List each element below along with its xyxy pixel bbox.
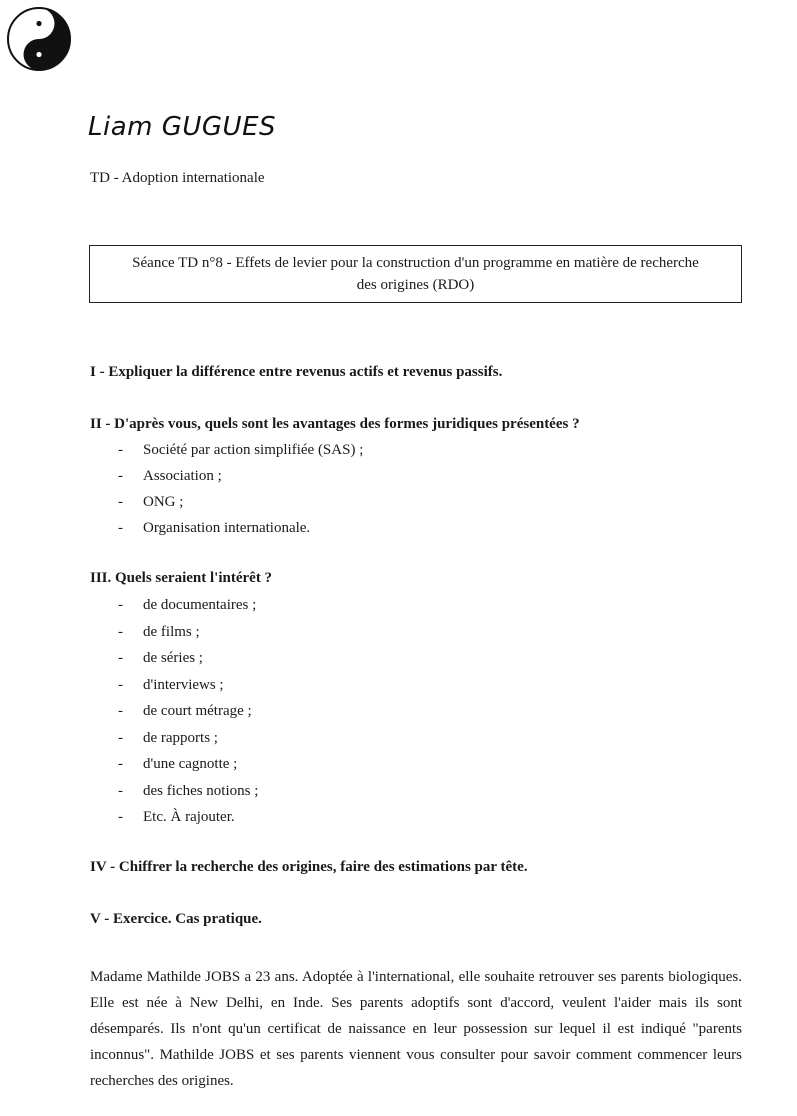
list-item: - des fiches notions ; [118, 783, 258, 810]
yin-yang-icon [4, 4, 74, 74]
list-item: - ONG ; [118, 494, 363, 520]
author-name: Liam GUGUES [88, 112, 277, 142]
list-item: - Association ; [118, 468, 363, 494]
list-bullet: - [118, 650, 123, 666]
session-title-line-1: Séance TD n°8 - Effets de levier pour la construction d'un programme en matière de recherche [132, 255, 699, 271]
session-title-line-2: des origines (RDO) [356, 277, 475, 293]
section-2-heading: II - D'après vous, quels sont les avantages des formes juridiques présentées ? [90, 416, 580, 432]
list-bullet: - [118, 703, 123, 719]
list-bullet: - [118, 597, 123, 613]
section-2-list [118, 442, 363, 546]
list-bullet: - [118, 468, 123, 484]
list-item: - de séries ; [118, 650, 258, 677]
list-bullet: - [118, 729, 123, 746]
list-bullet: - [118, 676, 123, 693]
session-title-box [89, 245, 742, 303]
section-1-heading: I - Expliquer la différence entre revenus actifs et revenus passifs. [90, 364, 503, 380]
list-item: - d'une cagnotte ; [118, 756, 258, 783]
list-bullet: - [118, 809, 123, 825]
list-item: - d'interviews ; [118, 677, 258, 704]
list-bullet: - [118, 520, 123, 536]
list-item: - de rapports ; [118, 730, 258, 757]
section-5-heading: V - Exercice. Cas pratique. [90, 911, 262, 927]
list-item: - de documentaires ; [118, 597, 258, 624]
list-item: - de films ; [118, 624, 258, 651]
list-item: - de court métrage ; [118, 703, 258, 730]
case-study-paragraph: Madame Mathilde JOBS a 23 ans. Adoptée à l'international, elle souhaite retrouver ses parents biologiques. Elle est née à New Delhi, en Inde. Ses parents adoptifs sont d'accord, veulent l'aider mais ils sont désemparés. Ils n'ont qu'un certificat de naissance en leur possession sur lequel il est indiqué "parents inconnus". Mathilde JOBS et ses parents viennent vous consulter pour savoir comment commencer leurs recherches des origines. [90, 969, 742, 1089]
list-item: - Société par action simplifiée (SAS) ; [118, 442, 363, 468]
section-3-list [118, 597, 258, 836]
list-item: - Organisation internationale. [118, 520, 363, 546]
list-bullet: - [118, 782, 123, 799]
section-3-heading: III. Quels seraient l'intérêt ? [90, 570, 273, 586]
list-item: - Etc. À rajouter. [118, 809, 258, 836]
document-subtitle: TD - Adoption internationale [90, 170, 265, 186]
section-4-heading: IV - Chiffrer la recherche des origines, faire des estimations par tête. [90, 859, 528, 875]
list-bullet: - [118, 442, 123, 458]
list-bullet: - [118, 623, 123, 640]
list-bullet: - [118, 756, 123, 772]
list-bullet: - [118, 494, 123, 510]
